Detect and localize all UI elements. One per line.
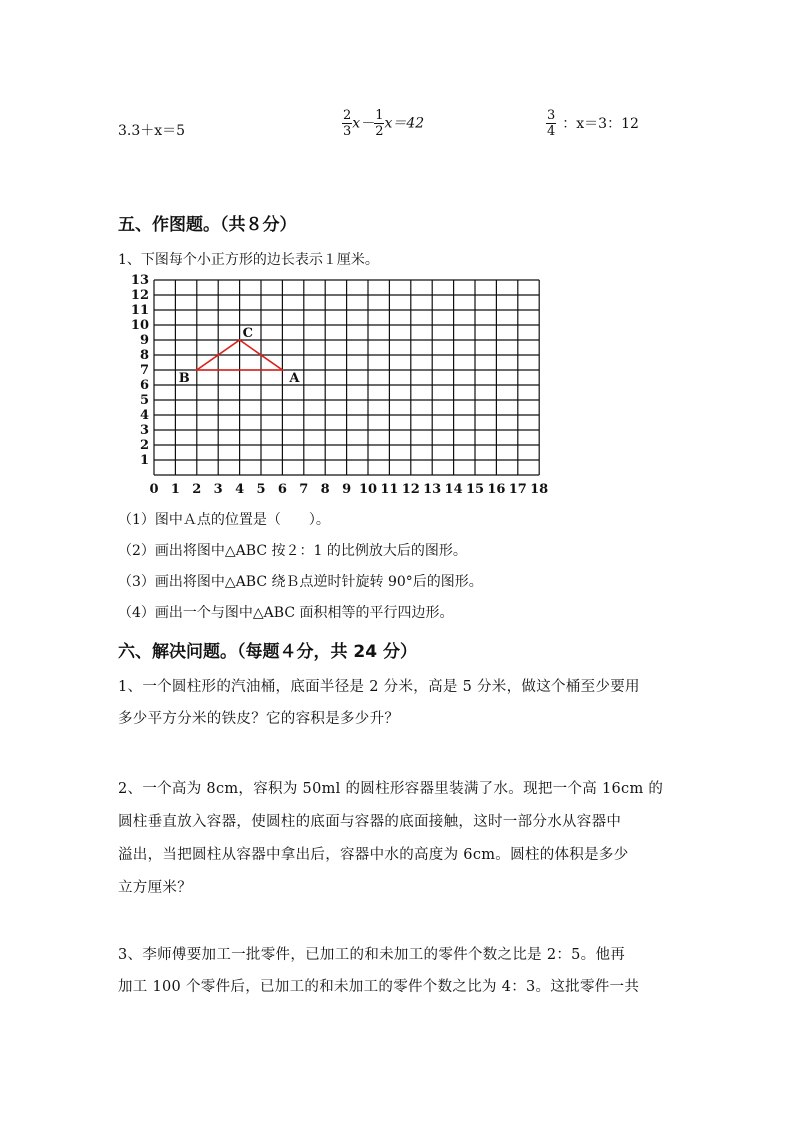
y-tick-label: 6 — [139, 378, 149, 393]
equation-3 — [546, 108, 639, 139]
equation-1: 3.3＋x＝5 — [118, 123, 186, 139]
section-5-sub-2: （2）画出将图中△ABC 按２：1 的比例放大后的图形。 — [118, 543, 467, 559]
point-label-b: B — [178, 371, 190, 386]
x-tick-label: 2 — [192, 482, 202, 497]
x-tick-label: 1 — [170, 482, 180, 497]
y-tick-label: 9 — [139, 333, 149, 348]
x-tick-label: 7 — [299, 482, 309, 497]
y-tick-label: 8 — [139, 348, 149, 363]
problem-1-line-2: 多少平方分米的铁皮？它的容积是多少升？ — [118, 711, 400, 727]
fraction-denominator: 4 — [547, 124, 556, 139]
x-tick-label: 14 — [444, 482, 463, 497]
x-tick-label: 6 — [277, 482, 287, 497]
x-tick-label: 10 — [358, 482, 378, 497]
point-label-a: A — [289, 371, 300, 386]
x-tick-label: 8 — [320, 482, 330, 497]
equation-3-tail: ：x＝3：12 — [562, 115, 639, 132]
y-tick-label: 2 — [139, 438, 149, 453]
x-tick-label: 11 — [380, 482, 399, 497]
fraction-one-half — [374, 108, 384, 139]
problem-1-line-1: 1、一个圆柱形的汽油桶，底面半径是 2 分米，高是 5 分米，做这个桶至少要用 — [118, 679, 640, 695]
x-tick-label: 12 — [401, 482, 420, 497]
problem-2-line-2: 圆柱垂直放入容器，使圆柱的底面与容器的底面接触，这时一部分水从容器中 — [118, 814, 622, 830]
x-tick-label: 5 — [256, 482, 266, 497]
x-tick-label: 4 — [235, 482, 245, 497]
problem-2-line-3: 溢出，当把圆柱从容器中拿出后，容器中水的高度为 6cm。圆柱的体积是多少 — [118, 847, 629, 863]
y-tick-label: 1 — [139, 453, 149, 468]
y-tick-label: 10 — [130, 318, 149, 333]
section-5-sub-3: （3）画出将图中△ABC 绕Ｂ点逆时针旋转 90°后的图形。 — [118, 574, 483, 590]
fraction-two-thirds — [342, 108, 352, 139]
y-tick-label: 3 — [139, 423, 149, 438]
problem-2-line-4: 立方厘米？ — [118, 880, 192, 896]
grid-lines — [154, 280, 539, 475]
section-5-question-1: 1、下图每个小正方形的边长表示１厘米。 — [118, 252, 379, 268]
equation-2-tail: x＝42 — [384, 115, 425, 132]
equation-2 — [342, 108, 424, 139]
x-tick-label: 16 — [487, 482, 506, 497]
section-5-sub-1: （1）图中Ａ点的位置是（ ）。 — [118, 512, 330, 528]
y-tick-label: 11 — [130, 303, 149, 318]
x-tick-label: 9 — [342, 482, 352, 497]
y-tick-label: 4 — [139, 408, 149, 423]
problem-2-line-1: 2、一个高为 8cm，容积为 50ml 的圆柱形容器里装满了水。现把一个高 16cm 的 — [118, 781, 664, 797]
section-5-title: 五、作图题。（共８分） — [118, 215, 297, 235]
y-axis-labels — [131, 273, 149, 468]
x-tick-label: 15 — [465, 482, 485, 497]
x-tick-label: 0 — [149, 482, 159, 497]
y-tick-label: 5 — [139, 393, 149, 408]
x-tick-label: 13 — [423, 482, 442, 497]
point-label-c: C — [242, 326, 253, 341]
x-tick-label: 17 — [508, 482, 527, 497]
x-tick-label: 18 — [530, 482, 548, 497]
fraction-numerator: 2 — [343, 108, 352, 123]
coordinate-grid — [128, 272, 548, 498]
problem-3-line-2: 加工 100 个零件后，已加工的和未加工的零件个数之比为 4：3。这批零件一共 — [118, 979, 640, 995]
problem-3-line-1: 3、李师傅要加工一批零件，已加工的和未加工的零件个数之比是 2：5。他再 — [118, 947, 626, 963]
y-tick-label: 12 — [130, 288, 149, 303]
section-5-sub-4: （4）画出一个与图中△ABC 面积相等的平行四边形。 — [118, 605, 454, 621]
x-tick-label: 3 — [213, 482, 223, 497]
fraction-denominator: 3 — [343, 124, 352, 139]
fraction-three-quarters — [546, 108, 556, 139]
x-axis-labels — [149, 482, 548, 497]
fraction-numerator: 3 — [547, 108, 556, 123]
fraction-denominator: 2 — [375, 124, 384, 139]
fraction-numerator: 1 — [375, 108, 384, 123]
section-6-title: 六、解决问题。（每题４分，共 24 分） — [118, 642, 417, 662]
equation-2-mid: x－ — [352, 115, 375, 132]
y-tick-label: 7 — [139, 363, 149, 378]
y-tick-label: 13 — [130, 273, 149, 288]
